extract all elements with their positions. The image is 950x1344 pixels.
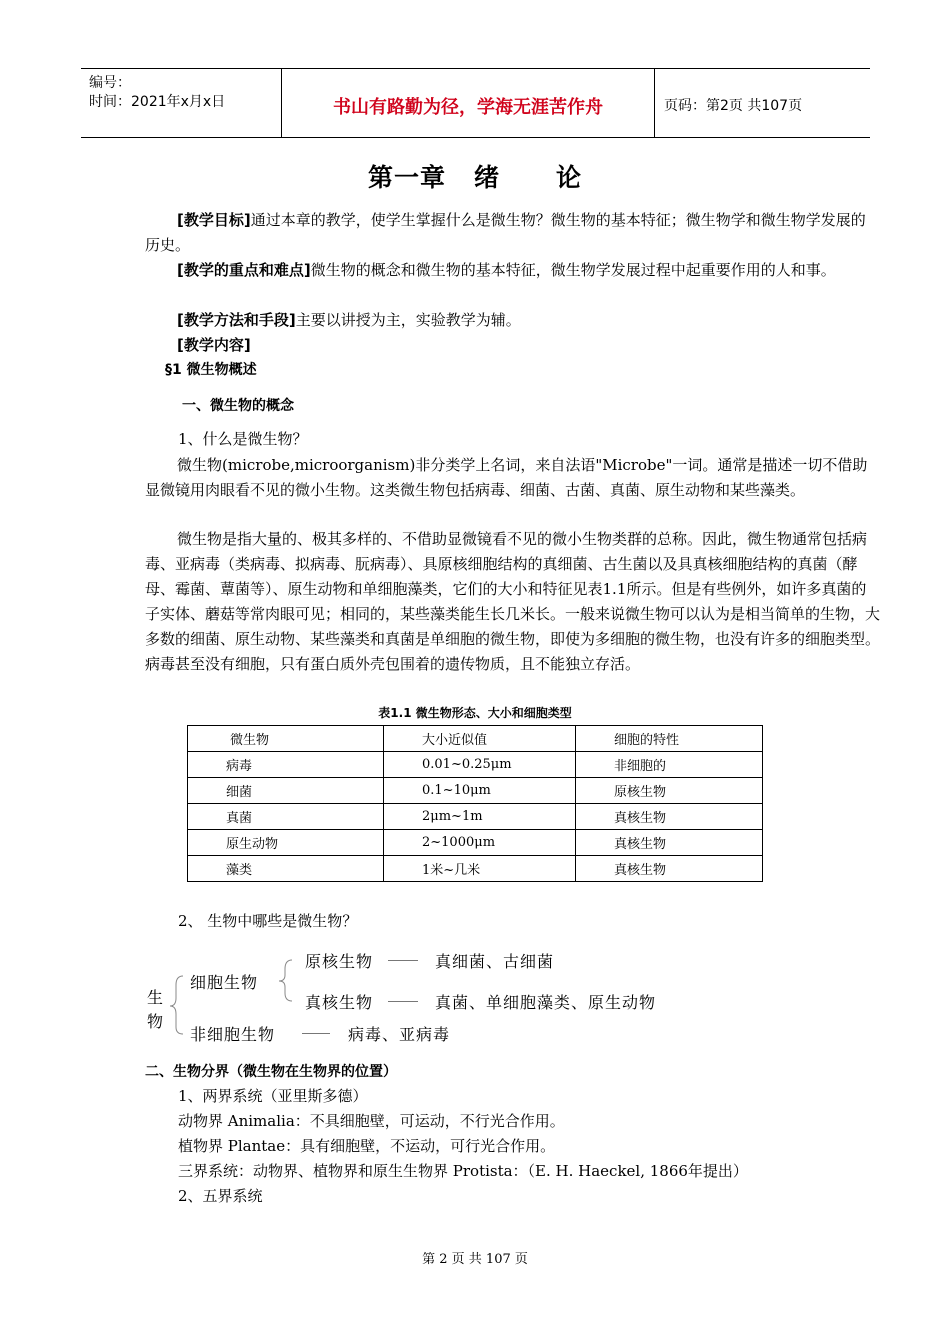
diagram-noncell-organisms: 非细胞生物 xyxy=(190,1025,276,1044)
subsection-concept-title: 一、微生物的概念 xyxy=(182,398,294,414)
section-2-title: 二、生物分界（微生物在生物界的位置） xyxy=(145,1064,397,1080)
table-header-cell: 细胞的特性 xyxy=(576,726,763,752)
section-2-line-1: 1、两界系统（亚里斯多德） xyxy=(178,1087,368,1105)
table-cell: 非细胞的 xyxy=(576,752,763,778)
teaching-method-label: [教学方法和手段] xyxy=(177,311,296,329)
table-cell: 真菌 xyxy=(188,804,384,830)
teaching-content-label: [教学内容] xyxy=(177,336,251,354)
section-2-line-2: 动物界 Animalia：不具细胞壁，可运动，不行光合作用。 xyxy=(178,1112,565,1130)
section-2-line-5: 2、五界系统 xyxy=(178,1187,263,1205)
teaching-focus-text: 微生物的概念和微生物的基本特征，微生物学发展过程中起重要作用的人和事。 xyxy=(310,261,836,279)
table-cell: 0.01~0.25μm xyxy=(384,752,576,778)
table-cell: 藻类 xyxy=(188,856,384,882)
table-cell: 1米~几米 xyxy=(384,856,576,882)
page-footer: 第 2 页 共 107 页 xyxy=(422,1252,528,1267)
chapter-title-char-2: 论 xyxy=(556,163,583,192)
table-cell: 真核生物 xyxy=(576,830,763,856)
header-motto: 书山有路勤为径，学海无涯苦作舟 xyxy=(333,97,603,118)
section-2-line-4: 三界系统：动物界、植物界和原生生物界 Protista：（E. H. Haeckel, 1866年提出） xyxy=(178,1162,748,1180)
table-header-cell: 大小近似值 xyxy=(384,726,576,752)
section-2-line-3: 植物界 Plantae：具有细胞壁，不运动，可行光合作用。 xyxy=(178,1137,556,1155)
diagram-eukaryote: 真核生物 xyxy=(305,993,374,1012)
teaching-focus-label: [教学的重点和难点] xyxy=(177,261,311,279)
table-cell: 病毒 xyxy=(188,752,384,778)
table-cell: 细菌 xyxy=(188,778,384,804)
table-caption: 表1.1 微生物形态、大小和细胞类型 xyxy=(378,706,572,720)
diagram-root-top: 生 xyxy=(147,988,165,1007)
chapter-number: 第一章 xyxy=(367,163,446,192)
table-cell: 2μm~1m xyxy=(384,804,576,830)
chapter-title-char-1: 绪 xyxy=(473,163,500,192)
teaching-goal-text: 通过本章的教学，使学生掌握什么是微生物？微生物的基本特征；微生物学和微生物学发展的历史。 xyxy=(145,211,866,254)
teaching-goal-label: [教学目标] xyxy=(177,211,251,229)
table-cell: 真核生物 xyxy=(576,804,763,830)
table-cell: 原生动物 xyxy=(188,830,384,856)
table-header-cell: 微生物 xyxy=(188,726,384,752)
teaching-method-text: 主要以讲授为主，实验教学为辅。 xyxy=(295,311,521,329)
diagram-prokaryote-items: 真细菌、古细菌 xyxy=(435,952,555,971)
diagram-root-bottom: 物 xyxy=(147,1012,165,1031)
diagram-noncell-items: 病毒、亚病毒 xyxy=(348,1025,451,1044)
diagram-cell-organisms: 细胞生物 xyxy=(190,973,259,992)
table-cell: 0.1~10μm xyxy=(384,778,576,804)
table-cell: 原核生物 xyxy=(576,778,763,804)
diagram-dash xyxy=(388,1001,418,1002)
diagram-dash xyxy=(302,1033,330,1034)
diagram-eukaryote-items: 真菌、单细胞藻类、原生动物 xyxy=(435,993,657,1012)
diagram-dash xyxy=(388,960,418,961)
header-page-info: 页码：第2页 共107页 xyxy=(664,98,803,114)
diagram-prokaryote: 原核生物 xyxy=(305,952,374,971)
section-1-title: §1 微生物概述 xyxy=(165,362,257,378)
table-cell: 真核生物 xyxy=(576,856,763,882)
paragraph-microbe-overview: 微生物是指大量的、极其多样的、不借助显微镜看不见的微小生物类群的总称。因此，微生物通常包括病毒、亚病毒（类病毒、拟病毒、朊病毒）、具原核细胞结构的真细菌、古生菌以及具真核细胞结构的真菌（酵母、霉菌、蕈菌等）、原生动物和单细胞藻类，它们的大小和特征见表1.1所示。但是有些例外，如许多真菌的子实体、蘑菇等常肉眼可见；相同的，某些藻类能生长几米长。一般来说微生物可以认为是相当简单的生物，大多数的细菌、原生动物、某些藻类和真菌是单细胞的微生物，即使为多细胞的微生物，也没有许多的细胞类型。病毒甚至没有细胞，只有蛋白质外壳包围着的遗传物质，且不能独立存活。 xyxy=(145,530,881,673)
question-1: 1、什么是微生物？ xyxy=(178,430,308,448)
paragraph-microbe-definition: 微生物(microbe,microorganism)非分类学上名词，来自法语"Microbe"一词。通常是描述一切不借助显微镜用肉眼看不见的微小生物。这类微生物包括病毒、细菌、古菌、真菌、原生动物和某些藻类。 xyxy=(145,456,868,499)
question-2: 2、 生物中哪些是微生物？ xyxy=(178,912,358,930)
doc-number-label: 编号： xyxy=(89,75,131,91)
table-cell: 2~1000μm xyxy=(384,830,576,856)
doc-time-label: 时间：2021年x月x日 xyxy=(89,94,226,110)
